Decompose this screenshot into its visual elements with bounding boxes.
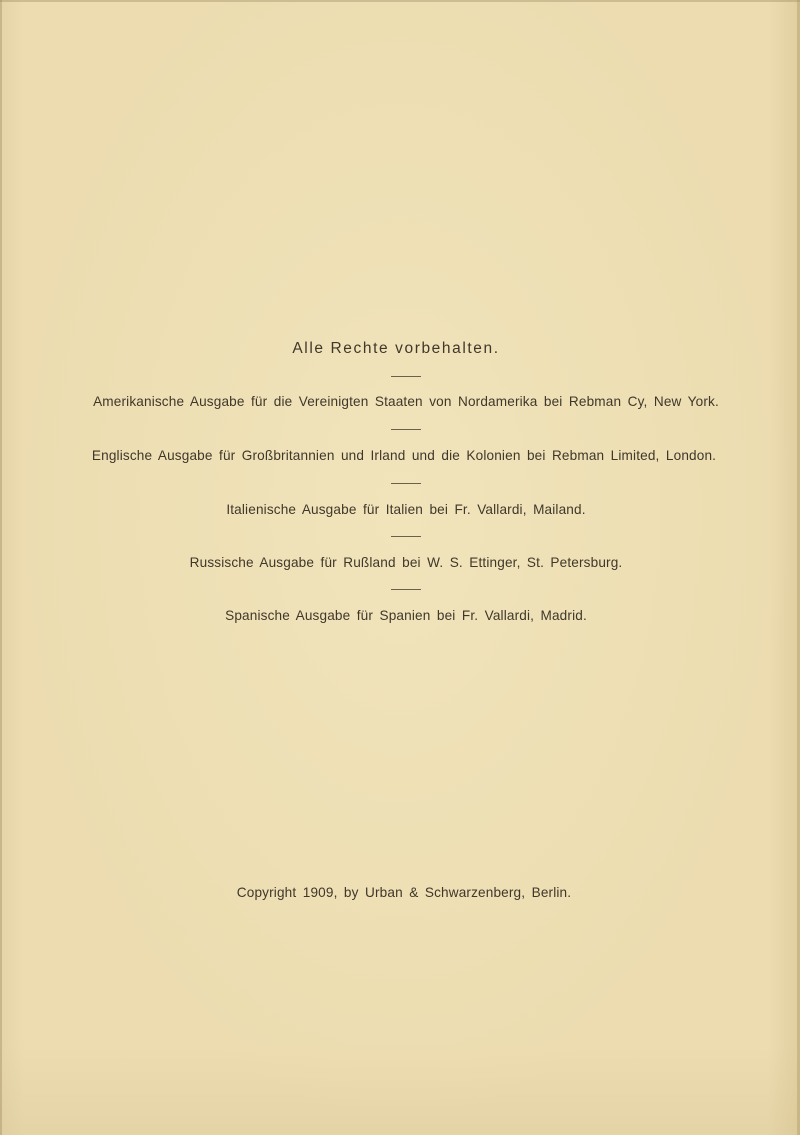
rights-notice: Alle Rechte vorbehalten.: [292, 340, 500, 357]
edition-spanish: Spanische Ausgabe für Spanien bei Fr. Vallardi, Madrid.: [225, 608, 587, 623]
edition-italian: Italienische Ausgabe für Italien bei Fr. Vallardi, Mailand.: [226, 502, 586, 517]
separator-rule: [391, 483, 421, 484]
copyright-notice: Copyright 1909, by Urban & Schwarzenberg, Berlin.: [236, 885, 572, 900]
page-edge-top: [0, 0, 800, 2]
separator-rule: [391, 429, 421, 430]
page-edge-left: [0, 0, 2, 1135]
separator-rule: [391, 376, 421, 377]
separator-rule: [391, 536, 421, 537]
edition-english: Englische Ausgabe für Großbritannien und Irland und die Kolonien bei Rebman Limited, London.: [91, 448, 717, 463]
separator-rule: [391, 589, 421, 590]
edition-russian: Russische Ausgabe für Rußland bei W. S. Ettinger, St. Petersburg.: [189, 555, 623, 570]
edition-american: Amerikanische Ausgabe für die Vereinigten Staaten von Nordamerika bei Rebman Cy, New York.: [93, 394, 719, 409]
